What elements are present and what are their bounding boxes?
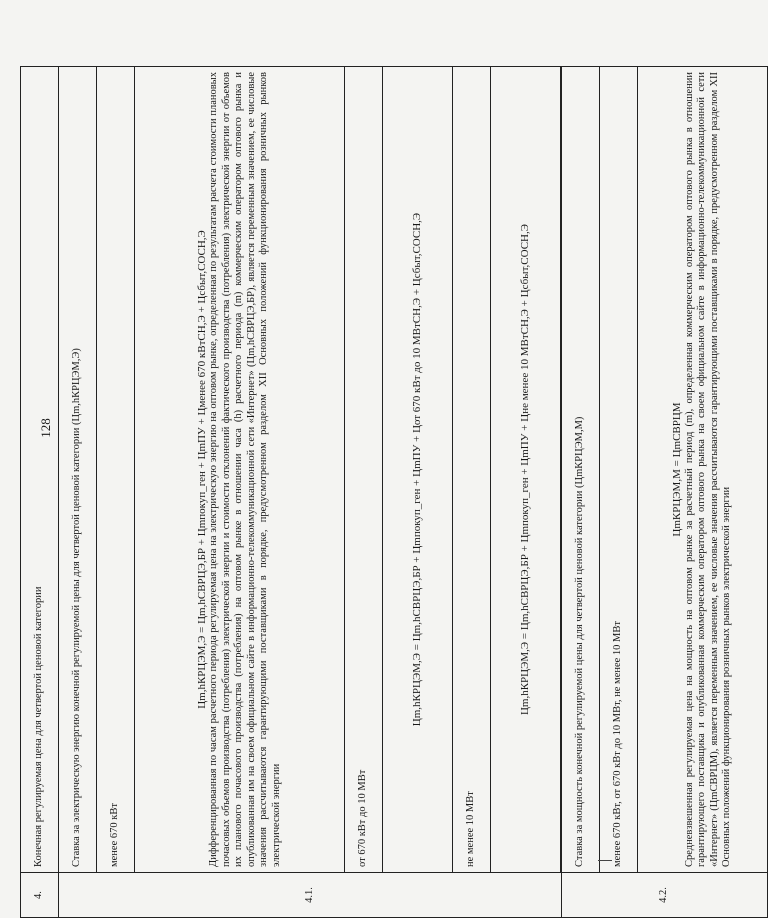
table-row bbox=[345, 67, 383, 918]
table-row bbox=[562, 67, 600, 918]
row-number: 4. bbox=[21, 873, 59, 918]
table-row bbox=[491, 67, 561, 918]
table-row bbox=[453, 67, 491, 918]
row-title: Ставка за электрическую энергию конечной регулируемой цены для четвертой ценовой категории (Цm,hКРЦЭМ,Э) bbox=[59, 67, 97, 873]
table-row bbox=[383, 67, 453, 918]
row-title: Ставка за мощность конечной регулируемой цены для четвертой ценовой категории (ЦmКРЦЭМ,М) bbox=[562, 67, 600, 873]
tariff-table bbox=[20, 66, 768, 918]
table-row bbox=[97, 67, 135, 918]
price-formula: Цm,hКРЦЭМ,Э = Цm,hСВРЦЭ,БР + Цmпокуп_ген + ЦmПУ + Цот 670 кВт до 10 МВтСН,Э + Цсбыт,СОСН,Э bbox=[383, 67, 453, 873]
capacity-range: менее 670 кВт, от 670 кВт до 10 МВт, не менее 10 МВт bbox=[600, 67, 638, 873]
table-row bbox=[59, 67, 97, 918]
row-title: Конечная регулируемая цена для четвертой ценовой категории bbox=[21, 67, 59, 873]
table-row bbox=[638, 67, 768, 918]
capacity-range: менее 670 кВт bbox=[97, 67, 135, 873]
capacity-range: от 670 кВт до 10 МВт bbox=[345, 67, 383, 873]
table-row bbox=[21, 67, 59, 918]
table-row bbox=[135, 67, 345, 918]
row-number: 4.1. bbox=[59, 873, 562, 918]
capacity-range: не менее 10 МВт bbox=[453, 67, 491, 873]
formula-description: Дифференцированная по часам расчетного периода регулируемая цена на электрическую энергию на оптовом рынке, определенная по результатам расчета стоимости плановых почасовых объемов производства (потребления) электрической энергии и стоимости отклонений фактического производства (потребления) электрической энергии от объемов их планового почасового производства (потребления) на оптовом рынке в отношении часа (h) расчетного периода (m) коммерческим оператором оптового рынка и опубликованная им на своем официальном сайте в информационно-телекоммуникационной сети «Интернет» (Цm,hСВРЦЭ,БР), является переменным значением, ее числовые значения рассчитываются гарантирующими поставщиками в порядке, предусмотренном разделом XII Основных положений функционирования розничных рынков электрической энергии bbox=[208, 72, 282, 867]
formula-description: Средневзвешенная регулируемая цена на мощность на оптовом рынке за расчетный период (m), определенная коммерческим оператором оптового рынка в отношении гарантирующего поставщика и опубликованная коммерческим оператором оптового рынка на своем официальном сайте в информационно-телекоммуникационной сети «Интернет» (ЦmСВРЦМ), является переменным значением, ее числовые значения рассчитываются гарантирующими поставщиками в порядке, предусмотренном разделом XII Основных положений функционирования розничных рынков электрической энергии bbox=[683, 72, 733, 867]
page-number: 128 bbox=[37, 418, 53, 438]
scan-mark bbox=[598, 860, 612, 861]
price-formula: Цm,hКРЦЭМ,Э = Цm,hСВРЦЭ,БР + Цmпокуп_ген + ЦmПУ + Цне менее 10 МВтСН,Э + Цсбыт,СОСН,Э bbox=[491, 67, 561, 873]
price-formula: Цm,hКРЦЭМ,Э = Цm,hСВРЦЭ,БР + Цmпокуп_ген + ЦmПУ + Цменее 670 кВтСН,Э + Цсбыт,СОСН,Э bbox=[196, 230, 209, 709]
row-number: 4.2. bbox=[562, 873, 768, 918]
formula-cell bbox=[638, 67, 768, 873]
tariff-table-rotated bbox=[20, 66, 733, 918]
price-formula: ЦmКРЦЭМ,М = ЦmСВРЦМ bbox=[671, 402, 684, 537]
formula-cell bbox=[135, 67, 345, 873]
table-row bbox=[600, 67, 638, 918]
